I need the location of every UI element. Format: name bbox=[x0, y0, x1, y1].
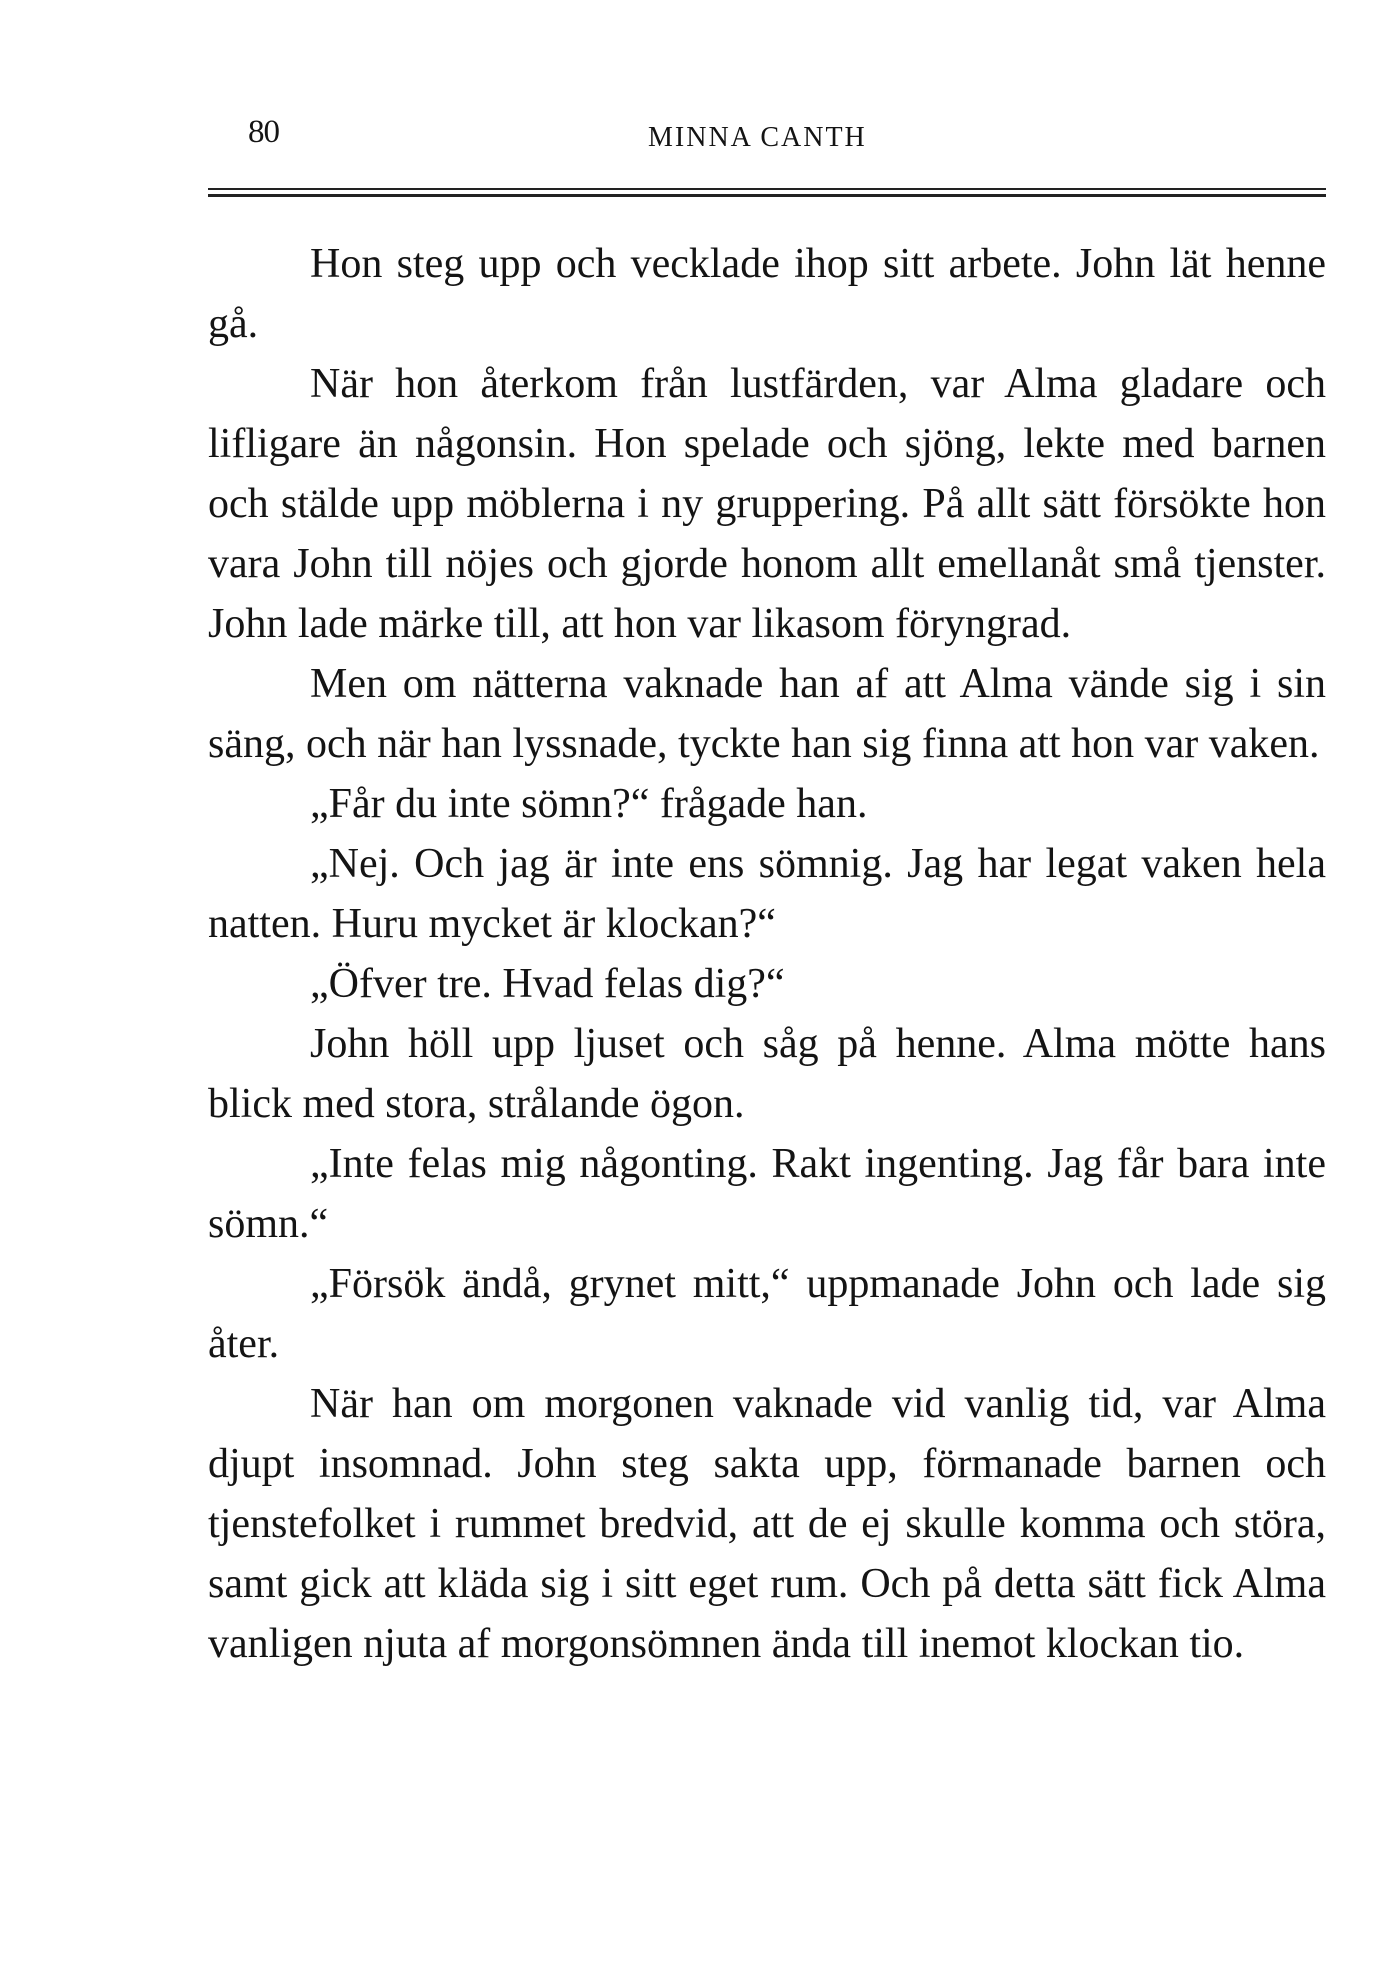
header-rule-thin bbox=[208, 188, 1326, 190]
paragraph: Men om nätterna vaknade han af att Alma vände sig i sin säng, och när han lyssnade, tyckte han sig finna att hon var vaken. bbox=[208, 661, 1326, 767]
header-rule bbox=[208, 188, 1326, 197]
paragraph: John höll upp ljuset och såg på henne. Alma mötte hans blick med stora, strålande ögon. bbox=[208, 1021, 1326, 1127]
page-header bbox=[208, 108, 1328, 153]
paragraph: När hon återkom från lustfärden, var Alma gladare och lifligare än någonsin. Hon spelade och sjöng, lekte med barnen och stälde upp möblerna i ny gruppering. På allt sätt försökte hon vara John till nöjes och gjorde honom allt emellanåt små tjenster. John lade märke till, att hon var likasom föryngrad. bbox=[208, 361, 1326, 647]
page-number: 80 bbox=[248, 114, 279, 150]
paragraph: Hon steg upp och vecklade ihop sitt arbete. John lät henne gå. bbox=[208, 241, 1326, 347]
running-head: MINNA CANTH bbox=[648, 122, 867, 153]
body-text bbox=[208, 234, 1326, 1674]
paragraph: „Försök ändå, grynet mitt,“ uppmanade John och lade sig åter. bbox=[208, 1261, 1326, 1367]
header-rule-thick bbox=[208, 194, 1326, 197]
paragraph: „Får du inte sömn?“ frågade han. bbox=[310, 781, 868, 827]
paragraph: „Öfver tre. Hvad felas dig?“ bbox=[310, 961, 785, 1007]
paragraph: „Inte felas mig någonting. Rakt ingenting. Jag får bara inte sömn.“ bbox=[208, 1141, 1326, 1247]
paragraph: „Nej. Och jag är inte ens sömnig. Jag har legat vaken hela natten. Huru mycket är klockan?“ bbox=[208, 841, 1326, 947]
paragraph: När han om morgonen vaknade vid vanlig tid, var Alma djupt insomnad. John steg sakta upp, förmanade barnen och tjenstefolket i rummet bredvid, att de ej skulle komma och störa, samt gick att kläda sig i sitt eget rum. Och på detta sätt fick Alma vanligen njuta af morgonsömnen ända till inemot klockan tio. bbox=[208, 1381, 1326, 1667]
